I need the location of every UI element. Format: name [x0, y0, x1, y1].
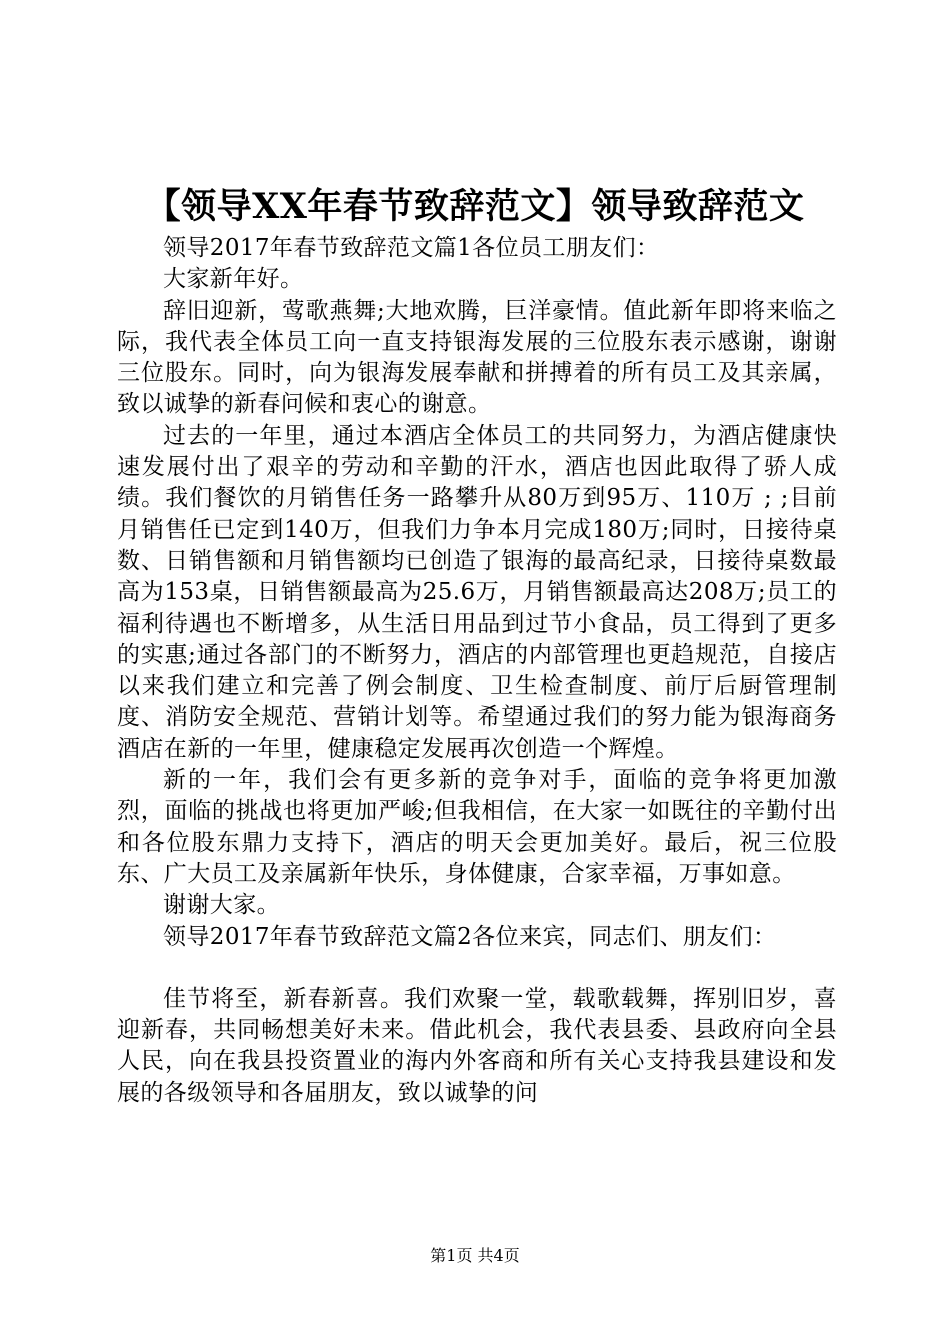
paragraph-review: 过去的一年里，通过本酒店全体员工的共同努力，为酒店健康快速发展付出了艰辛的劳动和辛勤的汗水，酒店也因此取得了骄人成绩。我们餐饮的月销售任务一路攀升从80万到95万、110万 ; ;目前月销售任已定到140万，但我们力争本月完成180万;同时，日接待桌数、日销售额和月销售额均已创造了银海的最高纪录，日接待桌数最高为153桌，日销售额最高为25.6万，月销售额最高达208万;员工的福利待遇也不断增多，从生活日用品到过节小食品，员工得到了更多的实惠;通过各部门的不断努力，酒店的内部管理也更趋规范，自接店以来我们建立和完善了例会制度、卫生检查制度、前厅后厨管理制度、消防安全规范、营销计划等。希望通过我们的努力能为银海商务酒店在新的一年里，健康稳定发展再次创造一个辉煌。	[117, 422, 837, 762]
document-body	[117, 233, 837, 1109]
paragraph-greeting-1: 领导2017年春节致辞范文篇1各位员工朋友们：	[163, 235, 660, 261]
paragraph-new-year: 大家新年好。	[163, 266, 304, 293]
document-title: 【领导XX年春节致辞范文】领导致辞范文	[145, 186, 805, 227]
paragraph-greeting-2: 领导2017年春节致辞范文篇2各位来宾，同志们、朋友们：	[163, 923, 777, 950]
paragraph-spacer	[117, 953, 837, 984]
page-number-footer: 第1页 共4页	[430, 1246, 520, 1265]
paragraph-thanks: 辞旧迎新，莺歌燕舞;大地欢腾，巨洋豪情。值此新年即将来临之际，我代表全体员工向一直支持银海发展的三位股东表示感谢，谢谢三位股东。同时，向为银海发展奉献和拼搏着的所有员工及其亲属，致以诚挚的新春问候和衷心的谢意。	[117, 297, 837, 418]
paragraph-closing: 谢谢大家。	[163, 892, 280, 919]
paragraph-outlook: 新的一年，我们会有更多新的竞争对手，面临的竞争将更加激烈，面临的挑战也将更加严峻;但我相信，在大家一如既往的辛勤付出和各位股东鼎力支持下，酒店的明天会更加美好。最后，祝三位股东、广大员工及亲属新年快乐，身体健康，合家幸福，万事如意。	[117, 767, 837, 887]
paragraph-festival: 佳节将至，新春新喜。我们欢聚一堂，载歌载舞，挥别旧岁，喜迎新春，共同畅想美好未来。借此机会，我代表县委、县政府向全县人民，向在我县投资置业的海内外客商和所有关心支持我县建设和发展的各级领导和各届朋友，致以诚挚的问	[117, 985, 837, 1106]
